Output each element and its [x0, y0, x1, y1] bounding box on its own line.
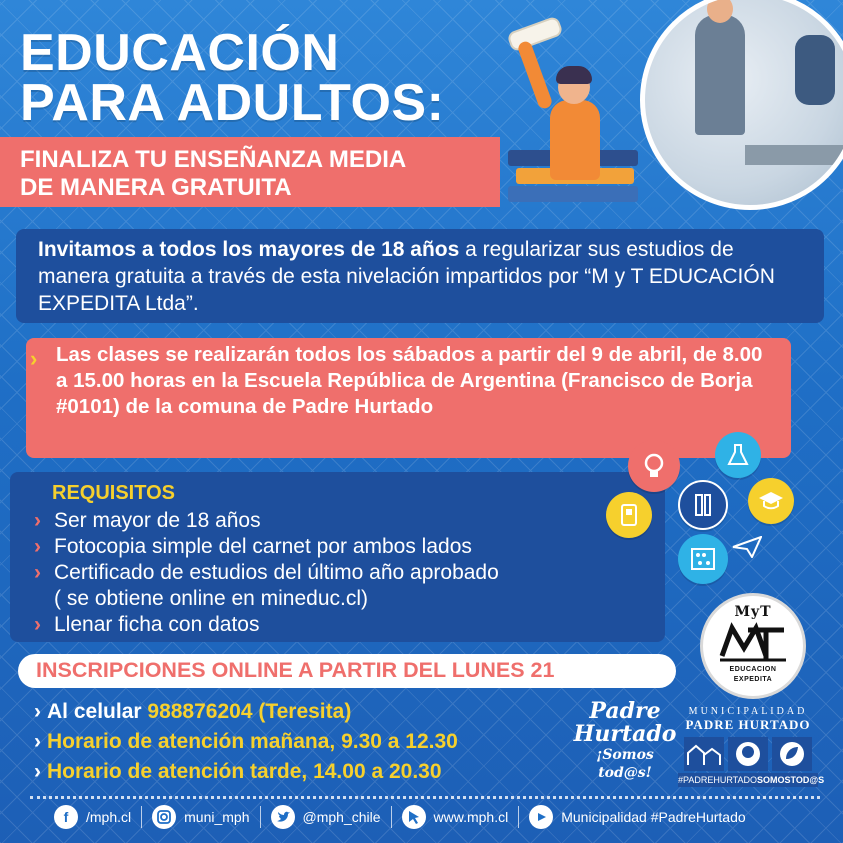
flask-icon: [715, 432, 761, 478]
graduation-cap-icon: [748, 478, 794, 524]
afternoon-hours: tarde, 14.00 a 20.30: [250, 760, 442, 783]
inscripciones-text: INSCRIPCIONES ONLINE A PARTIR DEL LUNES 21: [36, 658, 555, 682]
subtitle: [20, 146, 406, 202]
list-item: [34, 534, 674, 560]
chevron-right-icon: ›: [34, 535, 41, 558]
ph-logo-line-2: Hurtado: [573, 721, 677, 747]
twitter-icon: [271, 805, 295, 829]
portrait-icon: [728, 737, 768, 771]
ruler-icon: [678, 480, 728, 530]
morning-hours: mañana, 9.30 a 12.30: [250, 730, 458, 753]
muni-emblems: [678, 737, 818, 771]
contact-label: Horario de atención: [47, 730, 251, 753]
leaf-icon: [772, 737, 812, 771]
footer-facebook[interactable]: [44, 805, 141, 829]
chevron-right-icon: ›: [34, 561, 41, 584]
requisito-text: Certificado de estudios del último año aprobado: [54, 561, 499, 584]
social-footer: [44, 804, 834, 830]
houses-icon: [684, 737, 724, 771]
facebook-icon: f: [54, 805, 78, 829]
title-line-2: PARA ADULTOS:: [20, 74, 445, 132]
chevron-right-icon: ›: [34, 613, 41, 636]
myt-logo: [700, 593, 806, 699]
requisito-note: ( se obtiene online en mineduc.cl): [54, 587, 369, 610]
instagram-icon: [152, 805, 176, 829]
facebook-handle: /mph.cl: [86, 809, 132, 825]
chevron-right-icon: ›: [30, 346, 38, 371]
footer-twitter[interactable]: [261, 805, 391, 829]
website-url: www.mph.cl: [433, 809, 509, 825]
myt-emblem: [718, 622, 788, 664]
myt-logo-top: MyT: [734, 604, 772, 620]
cursor-icon: [402, 805, 426, 829]
footer-web[interactable]: [392, 805, 519, 829]
hashtag-bold: SOMOSTOD@S: [757, 775, 825, 785]
graduate-figure: [540, 60, 610, 200]
page-title: [20, 24, 445, 132]
abacus-icon: [678, 534, 728, 584]
chevron-right-icon: ›: [34, 760, 41, 783]
list-item: [34, 560, 674, 586]
muni-hashtag: [678, 773, 825, 787]
subtitle-line-2: DE MANERA GRATUITA: [20, 174, 292, 201]
list-item: [34, 612, 674, 638]
contact-afternoon: [34, 760, 442, 784]
contact-label: Al celular: [47, 700, 148, 723]
youtube-icon: [529, 805, 553, 829]
teacher-figure: [695, 15, 745, 135]
figure-hair: [556, 66, 592, 84]
chevron-right-icon: ›: [34, 700, 41, 723]
figure-body: [550, 100, 600, 180]
contact-label: Horario de atención: [47, 760, 251, 783]
myt-logo-bottom-1: EDUCACION: [729, 666, 777, 673]
requisitos-list: [34, 508, 674, 638]
title-line-1: EDUCACIÓN: [20, 24, 340, 82]
classes-text: Las clases se realizarán todos los sábados a partir del 9 de abril, de 8.00 a 15.00 horas en la Escuela República de Argentina (Francisco de Borja #0101) de la comuna de Padre Hurtado: [56, 343, 763, 418]
myt-logo-bottom-2: EXPEDITA: [733, 676, 773, 683]
list-item: [34, 508, 674, 534]
requisitos-title: REQUISITOS: [52, 482, 175, 504]
contact-phone: [34, 700, 351, 724]
ph-logo-line-3: ¡Somos tod@s!: [596, 747, 654, 781]
muni-logo-line-1: MUNICIPALIDAD: [688, 706, 808, 717]
padre-hurtado-logo: [570, 700, 680, 782]
ph-logo-line-1: Padre: [589, 698, 661, 724]
dotted-divider: [30, 796, 820, 799]
phone-number: 988876204 (Teresita): [147, 700, 352, 723]
municipalidad-logo: [678, 706, 825, 787]
muni-logo-line-2: PADRE HURTADO: [685, 717, 811, 732]
invitation-bold: Invitamos a todos los mayores de 18 años: [38, 238, 460, 261]
requisito-text: Fotocopia simple del carnet por ambos lados: [54, 535, 472, 558]
desk-shape: [745, 145, 843, 165]
footer-youtube[interactable]: [519, 805, 755, 829]
subtitle-line-1: FINALIZA TU ENSEÑANZA MEDIA: [20, 146, 407, 173]
book-icon: [606, 492, 652, 538]
invitation-text: [38, 236, 808, 317]
youtube-channel: Municipalidad #PadreHurtado: [561, 809, 746, 825]
twitter-handle: @mph_chile: [302, 809, 381, 825]
chevron-right-icon: ›: [34, 509, 41, 532]
seated-student-figure: [795, 35, 835, 105]
hashtag-prefix: #PADREHURTADO: [678, 775, 758, 785]
requisito-text: Llenar ficha con datos: [54, 613, 260, 636]
footer-instagram[interactable]: [142, 805, 259, 829]
invitation-rest: a regularizar sus estudios de manera gratuita a través de esta nivelación impartidos por “M y T EDUCACIÓN EXPEDITA Ltda”.: [38, 238, 775, 315]
lightbulb-icon: [628, 440, 680, 492]
contact-morning: [34, 730, 458, 754]
chevron-right-icon: ›: [34, 730, 41, 753]
instagram-handle: muni_mph: [184, 809, 250, 825]
requisito-text: Ser mayor de 18 años: [54, 509, 261, 532]
paper-plane-icon: [732, 536, 762, 563]
